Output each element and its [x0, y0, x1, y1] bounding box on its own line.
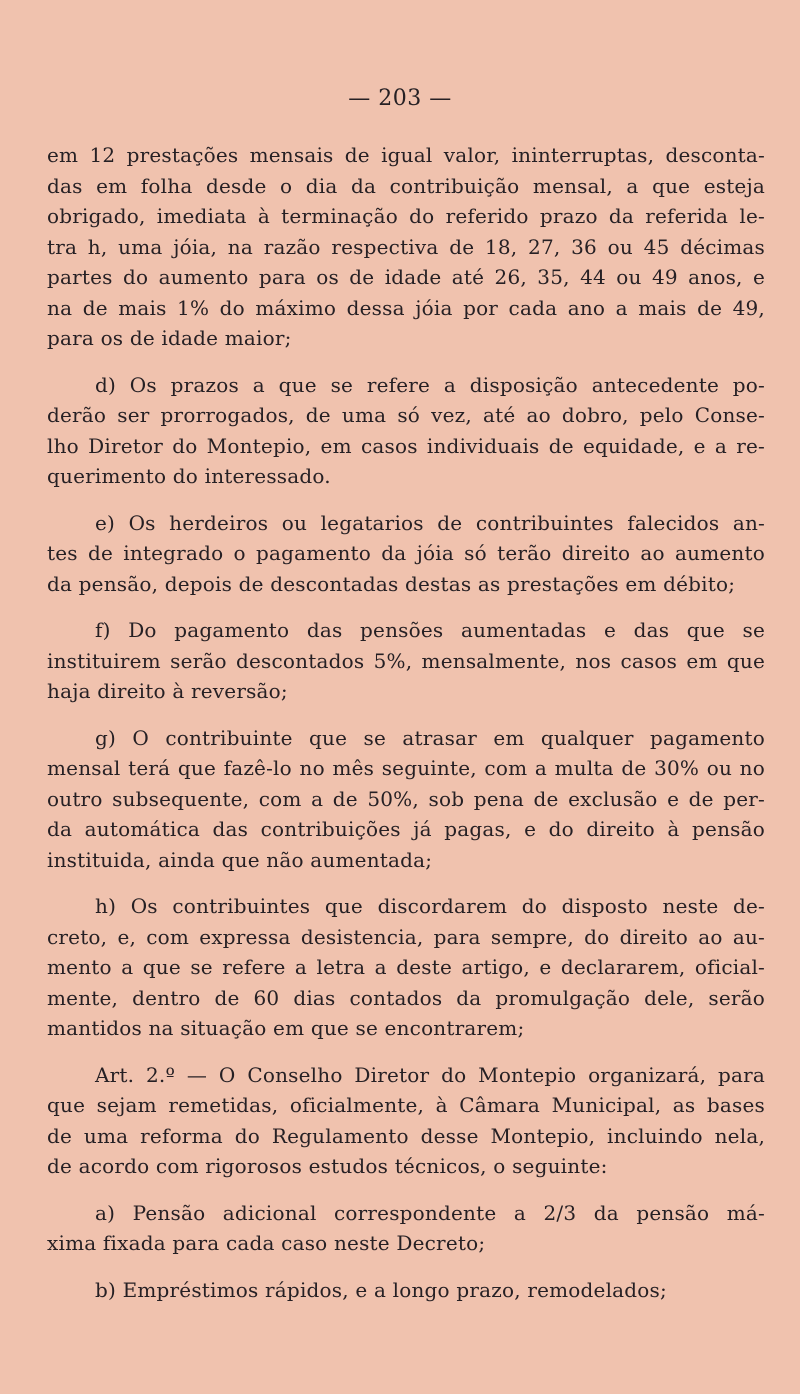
- text-line: xima fixada para cada caso neste Decreto;: [47, 1231, 486, 1255]
- text-line: h) Os contribuintes que discordarem do disposto neste de-: [95, 894, 765, 918]
- text-line: de uma reforma do Regulamento desse Montepio, incluindo nela,: [47, 1123, 765, 1148]
- page-number: — 203 —: [348, 86, 452, 111]
- text-line: tra h, uma jóia, na razão respectiva de 18, 27, 36 ou 45 décimas: [47, 234, 765, 259]
- text-line: g) O contribuinte que se atrasar em qualquer pagamento: [95, 725, 765, 750]
- text-line: para os de idade maior;: [47, 326, 292, 350]
- paragraph: [47, 140, 765, 354]
- text-line: mensal terá que fazê-lo no mês seguinte, com a multa de 30% ou no: [47, 756, 765, 780]
- text-line: das em folha desde o dia da contribuição mensal, a que esteja: [47, 173, 765, 198]
- paragraph: [47, 723, 765, 876]
- text-line: da pensão, depois de descontadas destas as prestações em débito;: [47, 571, 736, 596]
- text-line: em 12 prestações mensais de igual valor, ininterruptas, desconta-: [47, 143, 765, 167]
- text-line: da automática das contribuições já pagas, e do direito à pensão: [47, 817, 765, 841]
- paragraph: [47, 1198, 765, 1259]
- text-line: b) Empréstimos rápidos, e a longo prazo, remodelados;: [95, 1277, 667, 1302]
- text-line: na de mais 1% do máximo dessa jóia por cada ano a mais de 49,: [47, 295, 765, 320]
- text-line: mento a que se refere a letra a deste artigo, e declararem, oficial-: [47, 955, 765, 979]
- text-line: derão ser prorrogados, de uma só vez, até ao dobro, pelo Conse-: [47, 403, 765, 427]
- text-line: Art. 2.º — O Conselho Diretor do Montepio organizará, para: [95, 1062, 765, 1087]
- text-line: mente, dentro de 60 dias contados da promulgação dele, serão: [47, 985, 765, 1010]
- text-line: que sejam remetidas, oficialmente, à Câmara Municipal, as bases: [47, 1093, 765, 1117]
- text-line: outro subsequente, com a de 50%, sob pena de exclusão e de per-: [47, 786, 765, 811]
- text-line: partes do aumento para os de idade até 26, 35, 44 ou 49 anos, e: [47, 265, 765, 289]
- text-line: instituirem serão descontados 5%, mensalmente, nos casos em que: [47, 648, 765, 673]
- text-line: haja direito à reversão;: [47, 679, 288, 703]
- text-line: mantidos na situação em que se encontrarem;: [47, 1016, 525, 1040]
- paragraph: [47, 615, 765, 707]
- text-line: tes de integrado o pagamento da jóia só terão direito ao aumento: [47, 541, 765, 565]
- text-line: a) Pensão adicional correspondente a 2/3 da pensão má-: [95, 1200, 765, 1225]
- paragraph: [47, 1275, 765, 1306]
- text-line: d) Os prazos a que se refere a disposição antecedente po-: [95, 372, 765, 397]
- text-line: querimento do interessado.: [47, 464, 331, 488]
- paragraph: [47, 1060, 765, 1182]
- text-line: creto, e, com expressa desistencia, para sempre, do direito ao au-: [47, 924, 765, 949]
- text-line: obrigado, imediata à terminação do referido prazo da referida le-: [47, 204, 765, 228]
- text-line: lho Diretor do Montepio, em casos individuais de equidade, e a re-: [47, 433, 765, 458]
- paragraph: [47, 370, 765, 492]
- text-line: e) Os herdeiros ou legatarios de contribuintes falecidos an-: [95, 510, 765, 535]
- paragraph: [47, 891, 765, 1044]
- text-line: f) Do pagamento das pensões aumentadas e das que se: [95, 618, 765, 642]
- text-line: instituida, ainda que não aumentada;: [47, 847, 433, 872]
- text-line: de acordo com rigorosos estudos técnicos, o seguinte:: [47, 1154, 608, 1178]
- body-text: [47, 140, 765, 1321]
- paragraph: [47, 508, 765, 600]
